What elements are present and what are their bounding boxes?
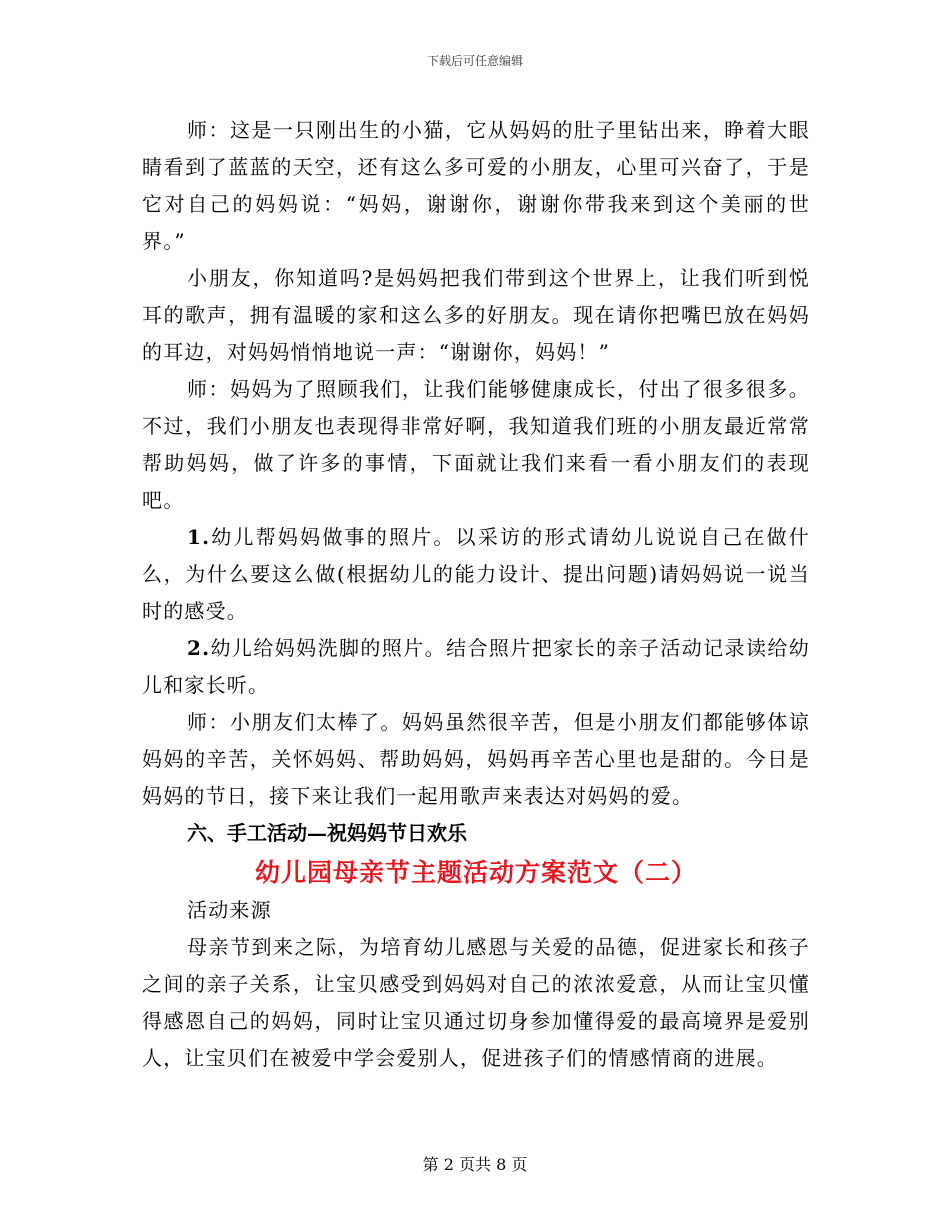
paragraph-activity-source: 母亲节到来之际，为培育幼儿感恩与关爱的品德，促进家长和孩子之间的亲子关系，让宝贝感受到妈妈对自己的浓浓爱意，从而让宝贝懂得感恩自己的妈妈，同时让宝贝通过切身参加懂得爱的最高境界是爱别人，让宝贝们在被爱中学会爱别人，促进孩子们的情感情商的进展。 (142, 935, 810, 1070)
sub-heading-activity-source: 活动来源 (187, 898, 272, 922)
paragraph-teacher-kitten: 师：这是一只刚出生的小猫，它从妈妈的肚子里钻出来，睁着大眼睛看到了蓝蓝的天空，还有这么多可爱的小朋友，心里可兴奋了，于是它对自己的妈妈说：“妈妈，谢谢你，谢谢你带我来到这个美丽的世界。” (142, 118, 810, 253)
list-item-photo-1 (142, 519, 810, 630)
list-item-text: 幼儿帮妈妈做事的照片。以采访的形式请幼儿说说自己在做什么，为什么要这么做(根据幼儿的能力设计、提出问题)请妈妈说一说当时的感受。 (142, 525, 810, 623)
list-item-text: 幼儿给妈妈洗脚的照片。结合照片把家长的亲子活动记录读给幼儿和家长听。 (142, 636, 810, 697)
list-item-photo-2 (142, 630, 810, 704)
document-body (142, 112, 810, 1077)
paragraph-thank-mom: 小朋友，你知道吗?是妈妈把我们带到这个世界上，让我们听到悦耳的歌声，拥有温暖的家和这么多的好朋友。现在请你把嘴巴放在妈妈的耳边，对妈妈悄悄地说一声：“谢谢你，妈妈！” (142, 266, 810, 364)
section-heading-handcraft: 六、手工活动—祝妈妈节日欢乐 (187, 821, 467, 845)
paragraph-teacher-performance: 师：妈妈为了照顾我们，让我们能够健康成长，付出了很多很多。不过，我们小朋友也表现得非常好啊，我知道我们班的小朋友最近常常帮助妈妈，做了许多的事情，下面就让我们来看一看小朋友们的表现吧。 (142, 377, 810, 512)
paragraph-teacher-praise: 师：小朋友们太棒了。妈妈虽然很辛苦，但是小朋友们都能够体谅妈妈的辛苦，关怀妈妈、帮助妈妈，妈妈再辛苦心里也是甜的。今日是妈妈的节日，接下来让我们一起用歌声来表达对妈妈的爱。 (142, 710, 810, 808)
list-number: 2. (187, 636, 211, 660)
list-number: 1. (187, 525, 211, 549)
header-note: 下载后可任意编辑 (426, 54, 523, 68)
section-title: 幼儿园母亲节主题活动方案范文（二） (254, 858, 697, 887)
page-number: 第 2 页共 8 页 (422, 1155, 528, 1174)
